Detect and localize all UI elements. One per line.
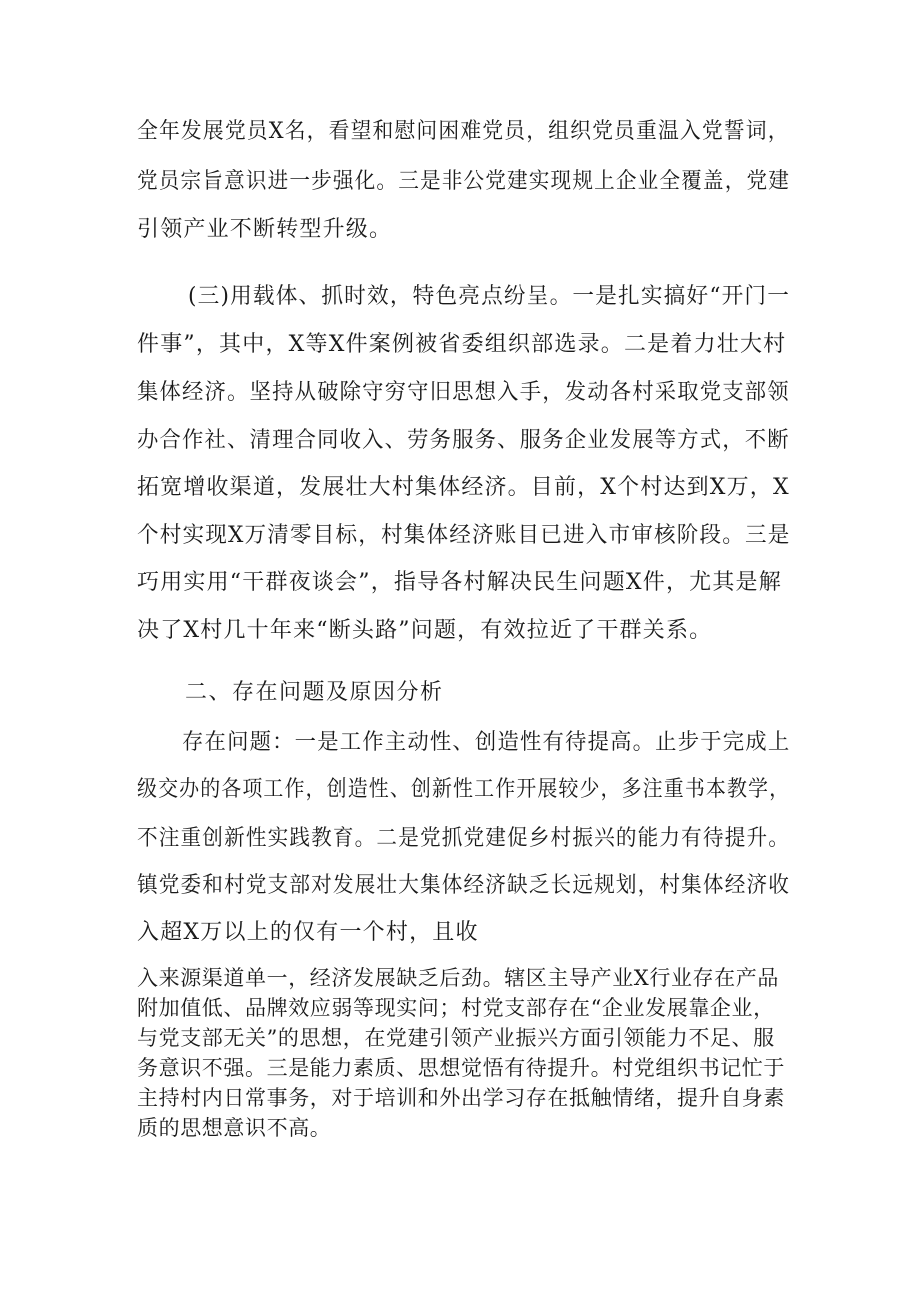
paragraph-line: 质的思想意识不高。 bbox=[137, 1116, 332, 1140]
paragraph-line: 附加值低、品牌效应弱等现实问；村党支部存在“企业发展靠企业， bbox=[137, 996, 775, 1020]
paragraph-line: 不注重创新性实践教育。二是党抓党建促乡村振兴的能力有待提升。 bbox=[137, 826, 791, 851]
section-heading: 二、存在问题及原因分析 bbox=[185, 680, 444, 705]
paragraph-line: 党员宗旨意识进一步强化。三是非公党建实现规上企业全覆盖，党建 bbox=[137, 169, 791, 194]
paragraph-line: 集体经济。坚持从破除守穷守旧思想入手，发动各村采取党支部领 bbox=[137, 380, 790, 405]
paragraph-line: 存在问题：一是工作主动性、创造性有待提高。止步于完成上 bbox=[182, 730, 791, 755]
paragraph-line: 拓宽增收渠道，发展壮大村集体经济。目前，X个村达到X万，X bbox=[137, 475, 790, 500]
paragraph-line: 级交办的各项工作，创造性、创新性工作开展较少，多注重书本教学， bbox=[137, 777, 791, 802]
paragraph-line: 办合作社、清理合同收入、劳务服务、服务企业发展等方式，不断 bbox=[137, 428, 790, 453]
paragraph-line: 引领产业不断转型升级。 bbox=[137, 217, 393, 242]
paragraph-line: 决了X村几十年来“断头路”问题，有效拉近了干群关系。 bbox=[137, 618, 713, 643]
paragraph-line: 入来源渠道单一，经济发展缺乏后劲。辖区主导产业X行业存在产品 bbox=[137, 966, 779, 990]
paragraph-line: 镇党委和村党支部对发展壮大集体经济缺乏长远规划，村集体经济收 bbox=[137, 873, 791, 898]
paragraph-line: 全年发展党员X名，看望和慰问困难党员，组织党员重温入党誓词， bbox=[137, 119, 790, 144]
paragraph-line: (三)用载体、抓时效，特色亮点纷呈。一是扎实搞好“开门一 bbox=[188, 284, 791, 309]
paragraph-line: 个村实现X万清零目标，村集体经济账目已进入市审核阶段。三是 bbox=[137, 523, 791, 548]
paragraph-line: 件事”，其中，X等X件案例被省委组织部选录。二是着力壮大村 bbox=[137, 332, 787, 357]
paragraph-line: 入超X万以上的仅有一个村，且收 bbox=[137, 920, 479, 945]
paragraph-line: 巧用实用“干群夜谈会”，指导各村解决民生问题X件，尤其是解 bbox=[137, 570, 782, 595]
paragraph-line: 主持村内日常事务，对于培训和外出学习存在抵触情绪，提升自身素 bbox=[137, 1086, 785, 1110]
paragraph-line: 务意识不强。三是能力素质、思想觉悟有待提升。村党组织书记忙于 bbox=[137, 1056, 785, 1080]
paragraph-line: 与党支部无关”的思想，在党建引领产业振兴方面引领能力不足、服 bbox=[137, 1026, 775, 1050]
